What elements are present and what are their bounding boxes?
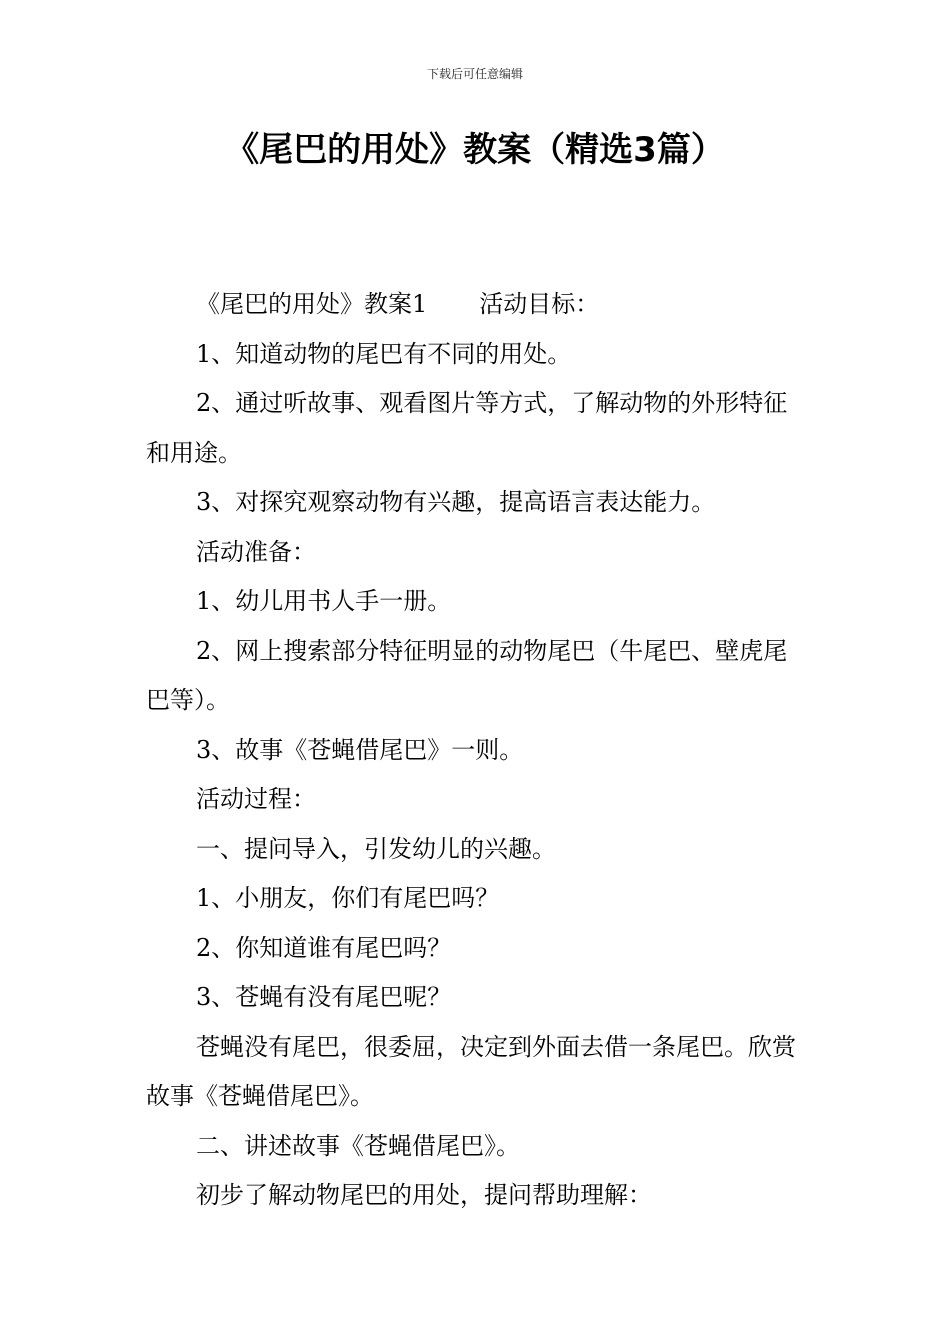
- paragraph: 2、通过听故事、观看图片等方式，了解动物的外形特征和用途。: [146, 389, 788, 467]
- paragraph: 2、你知道谁有尾巴吗？: [196, 933, 452, 962]
- intro-line: [146, 280, 810, 330]
- document-body: [146, 280, 810, 1221]
- section-label: 活动目标：: [479, 290, 600, 318]
- paragraph: 3、故事《苍蝇借尾巴》一则。: [196, 735, 524, 764]
- paragraph: 1、小朋友，你们有尾巴吗？: [196, 884, 500, 912]
- paragraph: 3、对探究观察动物有兴趣，提高语言表达能力。: [196, 488, 716, 516]
- lesson-label: 《尾巴的用处》教案1: [196, 290, 428, 318]
- paragraph: 苍蝇没有尾巴，很委屈，决定到外面去借一条尾巴。欣赏故事《苍蝇借尾巴》。: [146, 1032, 796, 1110]
- header-note: 下载后可任意编辑: [426, 67, 523, 81]
- paragraph: 一、提问导入，引发幼儿的兴趣。: [196, 834, 556, 863]
- paragraph: 二、讲述故事《苍蝇借尾巴》。: [196, 1131, 520, 1160]
- paragraph: 3、苍蝇有没有尾巴呢？: [196, 983, 452, 1011]
- paragraph: 1、幼儿用书人手一册。: [196, 587, 452, 615]
- section-heading: 活动准备：: [196, 537, 316, 566]
- document-title: 《尾巴的用处》教案（精选3篇）: [225, 130, 725, 170]
- paragraph: 初步了解动物尾巴的用处，提问帮助理解：: [196, 1181, 652, 1209]
- section-heading: 活动过程：: [196, 785, 316, 813]
- paragraph: 2、网上搜索部分特征明显的动物尾巴（牛尾巴、壁虎尾巴等）。: [146, 636, 788, 714]
- paragraph: 1、知道动物的尾巴有不同的用处。: [196, 339, 572, 368]
